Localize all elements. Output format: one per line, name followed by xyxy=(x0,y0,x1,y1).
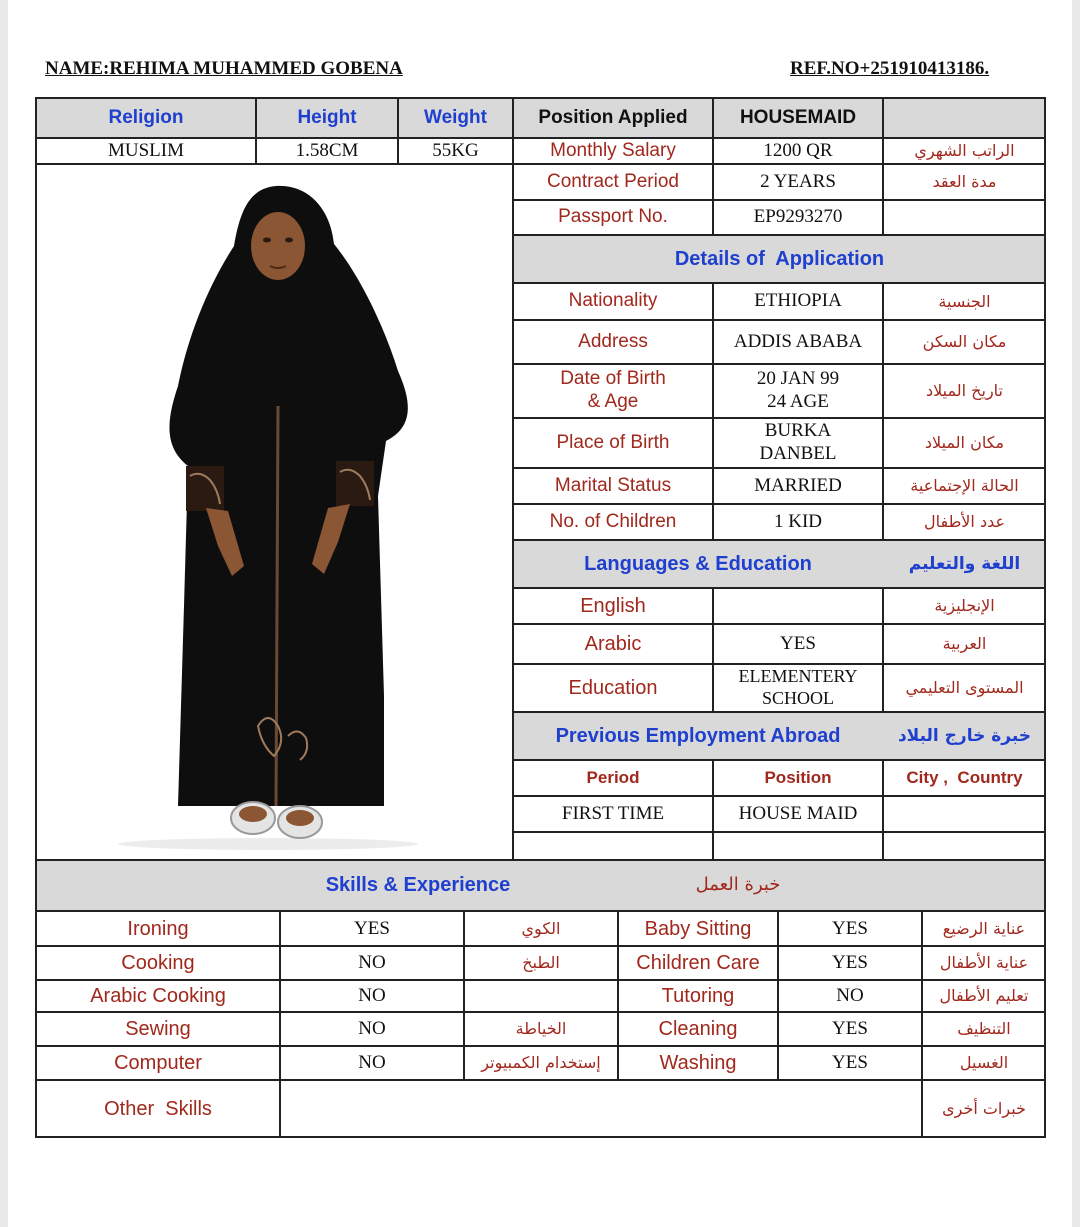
grid-line xyxy=(35,910,1046,912)
applicant-name: NAME:REHIMA MUHAMMED GOBENA xyxy=(45,58,403,79)
dob-label-line1: Date of Birth xyxy=(560,368,666,390)
position-label: Position Applied xyxy=(538,106,688,128)
passport-label: Passport No. xyxy=(558,206,668,228)
grid-line xyxy=(513,417,1046,419)
grid-line xyxy=(35,163,513,165)
skill-arabic xyxy=(464,980,618,1012)
education-label: Education xyxy=(568,677,658,699)
grid-line xyxy=(882,588,884,712)
passport-value: EP9293270 xyxy=(753,206,843,228)
grid-line xyxy=(513,539,1046,541)
grid-line xyxy=(712,760,714,860)
grid-line xyxy=(513,623,1046,625)
pob-line2: DANBEL xyxy=(759,443,837,464)
details-title: Details of Application xyxy=(674,248,885,270)
applicant-photo xyxy=(38,166,510,858)
skill-arabic: التنظيف xyxy=(957,1019,1011,1039)
nationality-label: Nationality xyxy=(568,290,658,312)
salary-value: 1200 QR xyxy=(763,139,833,161)
other-skills-label: Other Skills xyxy=(104,1098,212,1120)
grid-line xyxy=(35,979,1046,981)
religion-label: Religion xyxy=(108,106,184,128)
grid-line xyxy=(35,859,1046,861)
grid-line xyxy=(513,282,1046,284)
contract-label: Contract Period xyxy=(546,170,679,192)
skill-arabic: تعليم الأطفال xyxy=(939,986,1029,1006)
other-skills-arabic: خبرات أخرى xyxy=(942,1099,1026,1119)
employment-title-arabic: خبرة خارج البلاد xyxy=(897,725,1032,746)
employment-period: FIRST TIME xyxy=(561,802,665,824)
skills-title-arabic: خبرة العمل xyxy=(695,874,781,896)
arabic-value: YES xyxy=(780,632,816,654)
english-arabic: الإنجليزية xyxy=(934,596,995,616)
english-label: English xyxy=(580,595,646,617)
salary-label: Monthly Salary xyxy=(550,139,676,161)
contract-arabic: مدة العقد xyxy=(932,172,997,192)
skill-value: NO xyxy=(358,1051,386,1073)
children-arabic: عدد الأطفال xyxy=(923,512,1006,532)
grid-line xyxy=(35,945,1046,947)
period-header: Period xyxy=(586,767,640,787)
skill-arabic: الطبخ xyxy=(522,953,560,973)
skill-value: YES xyxy=(832,1017,868,1039)
skill-arabic: الغسيل xyxy=(959,1053,1009,1073)
skill-arabic: إستخدام الكمبيوتر xyxy=(481,1053,601,1073)
address-label: Address xyxy=(578,330,648,352)
height-label: Height xyxy=(297,106,357,128)
grid-line xyxy=(712,283,714,540)
skill-label: Children Care xyxy=(636,952,760,974)
grid-line xyxy=(513,587,1046,589)
grid-line xyxy=(397,97,399,164)
pob-arabic: مكان الميلاد xyxy=(924,433,1005,453)
skill-arabic: عناية الأطفال xyxy=(939,953,1029,973)
dob-date: 20 JAN 99 xyxy=(756,368,840,390)
grid-line xyxy=(921,910,923,1137)
grid-line xyxy=(35,97,1046,99)
employment-title: Previous Employment Abroad xyxy=(555,725,841,747)
position-value: HOUSEMAID xyxy=(739,106,857,128)
skill-value: YES xyxy=(832,1051,868,1073)
education-arabic: المستوى التعليمي xyxy=(905,678,1024,698)
marital-value: MARRIED xyxy=(754,474,842,496)
grid-line xyxy=(513,759,1046,761)
skill-value: NO xyxy=(358,951,386,973)
weight-label: Weight xyxy=(424,106,487,128)
nationality-value: ETHIOPIA xyxy=(754,290,842,312)
skill-label: Washing xyxy=(659,1052,737,1074)
grid-line xyxy=(712,588,714,712)
skill-label: Ironing xyxy=(127,918,189,940)
grid-line xyxy=(513,234,1046,236)
grid-line xyxy=(513,467,1046,469)
grid-line xyxy=(777,910,779,1080)
nationality-arabic: الجنسية xyxy=(938,291,991,311)
skill-label: Cooking xyxy=(121,952,195,974)
grid-line xyxy=(1044,97,1046,1138)
grid-line xyxy=(513,363,1046,365)
skill-label: Tutoring xyxy=(661,985,735,1007)
grid-line xyxy=(463,910,465,1080)
salary-arabic: الراتب الشهري xyxy=(914,141,1015,161)
languages-title: Languages & Education xyxy=(584,553,812,575)
position-header: Position xyxy=(764,767,832,787)
weight-value: 55KG xyxy=(432,139,479,161)
employment-city-country xyxy=(883,796,1046,832)
skill-value: YES xyxy=(832,951,868,973)
grid-line xyxy=(617,910,619,1080)
children-label: No. of Children xyxy=(549,510,677,532)
grid-line xyxy=(513,163,1046,165)
education-line2: SCHOOL xyxy=(761,688,834,708)
grid-line xyxy=(712,97,714,235)
skill-label: Baby Sitting xyxy=(644,918,752,940)
english-value xyxy=(713,588,883,624)
reference-number: REF.NO+251910413186. xyxy=(790,58,990,79)
skill-arabic: عناية الرضيع xyxy=(942,919,1026,939)
languages-title-arabic: اللغة والتعليم xyxy=(908,553,1021,574)
children-value: 1 KID xyxy=(773,510,823,532)
education-line1: ELEMENTERY xyxy=(738,666,858,687)
city-country-header: City , Country xyxy=(906,767,1023,787)
skill-label: Computer xyxy=(114,1052,202,1074)
address-arabic: مكان السكن xyxy=(922,332,1007,352)
dob-label-line2: & Age xyxy=(587,391,639,412)
grid-line xyxy=(279,910,281,1137)
pob-value xyxy=(713,418,883,468)
cv-page xyxy=(8,0,1072,1227)
skill-label: Arabic Cooking xyxy=(90,985,226,1007)
dob-arabic: تاريخ الميلاد xyxy=(926,381,1003,401)
skill-label: Cleaning xyxy=(658,1018,738,1040)
religion-value: MUSLIM xyxy=(107,139,184,161)
grid-line xyxy=(513,663,1046,665)
education-value xyxy=(713,664,883,712)
skill-label: Sewing xyxy=(125,1018,191,1040)
contract-value: 2 YEARS xyxy=(760,170,836,192)
skill-value: YES xyxy=(354,917,390,939)
dob-label xyxy=(513,364,713,418)
pob-line1: BURKA xyxy=(764,420,832,442)
arabic-arabic: العربية xyxy=(942,634,987,654)
grid-line xyxy=(513,795,1046,797)
grid-line xyxy=(35,1011,1046,1013)
marital-arabic: الحالة الإجتماعية xyxy=(910,476,1019,496)
skill-arabic: الخياطة xyxy=(515,1019,567,1039)
skill-arabic: الكوي xyxy=(521,919,561,939)
grid-line xyxy=(35,1045,1046,1047)
skill-value: NO xyxy=(358,1017,386,1039)
grid-line xyxy=(513,199,1046,201)
skill-value: NO xyxy=(836,984,864,1006)
skills-title: Skills & Experience xyxy=(325,874,511,896)
arabic-label: Arabic xyxy=(584,633,642,655)
address-value: ADDIS ABABA xyxy=(733,330,863,352)
grid-line xyxy=(35,97,37,1138)
skill-value: YES xyxy=(832,917,868,939)
grid-line xyxy=(35,137,1046,139)
grid-line xyxy=(882,760,884,860)
grid-line xyxy=(35,1079,1046,1081)
grid-line xyxy=(513,711,1046,713)
grid-line xyxy=(882,283,884,540)
grid-line xyxy=(882,97,884,235)
other-skills-value xyxy=(280,1080,922,1138)
grid-line xyxy=(513,831,1046,833)
dob-age: 24 AGE xyxy=(767,391,829,412)
grid-line xyxy=(255,97,257,164)
pob-label: Place of Birth xyxy=(556,431,670,453)
grid-line xyxy=(35,1136,1046,1138)
marital-label: Marital Status xyxy=(554,474,672,496)
dob-value xyxy=(713,364,883,418)
grid-line xyxy=(512,97,514,860)
grid-line xyxy=(513,503,1046,505)
skill-value: NO xyxy=(358,984,386,1006)
height-value: 1.58CM xyxy=(295,139,359,161)
employment-position: HOUSE MAID xyxy=(738,802,858,824)
grid-line xyxy=(513,319,1046,321)
